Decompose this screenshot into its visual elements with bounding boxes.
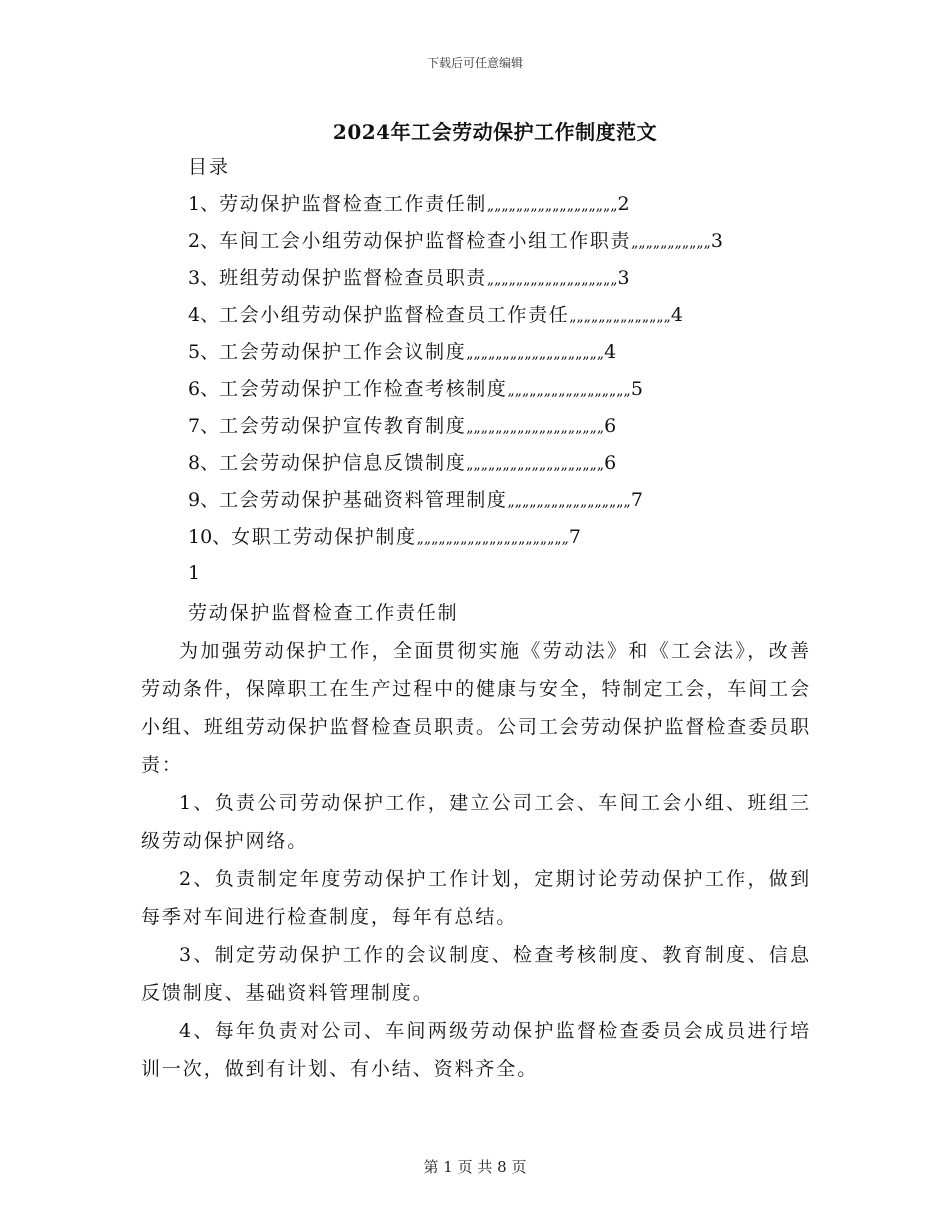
body-paragraph: 2、负责制定年度劳动保护工作计划，定期讨论劳动保护工作，做到每季对车间进行检查制度，每年有总结。 [141, 868, 811, 928]
toc-heading: 目录 [188, 156, 231, 178]
toc-item-text: 工会劳动保护基础资料管理制度 [219, 489, 508, 511]
toc-item-number: 1、 [188, 193, 220, 215]
toc-item-text: 女职工劳动保护制度 [231, 526, 417, 548]
toc-item-leader: „„„„„„„„„„„„„„„„„„ [486, 198, 618, 214]
body-paragraph: 4、每年负责对公司、车间两级劳动保护监督检查委员会成员进行培训一次，做到有计划、有小结、资料齐全。 [141, 1020, 811, 1080]
toc-item-number: 8、 [188, 452, 220, 474]
toc-item-text: 班组劳动保护监督检查员职责 [219, 267, 487, 289]
toc-item-number: 3、 [188, 267, 220, 289]
toc-item-leader: „„„„„„„„„„„ [631, 235, 711, 251]
toc-item-leader: „„„„„„„„„„„„„„„„„ [507, 383, 631, 399]
toc-item-number: 5、 [188, 341, 220, 363]
toc-item-page: 7 [630, 489, 643, 511]
toc-item [188, 338, 723, 375]
toc-item [188, 523, 723, 560]
toc-item-page: 3 [617, 267, 630, 289]
toc-item [188, 190, 723, 227]
toc-item-text: 工会劳动保护工作会议制度 [219, 341, 467, 363]
toc-item-page: 4 [670, 304, 683, 326]
toc-item-text: 工会劳动保护信息反馈制度 [219, 452, 467, 474]
toc-item-leader: „„„„„„„„„„„„„„„„„„„ [466, 457, 605, 473]
toc-item [188, 412, 723, 449]
toc-item [188, 486, 723, 523]
toc-item-page: 4 [604, 341, 617, 363]
section-number: 1 [188, 562, 201, 584]
toc-item-text: 车间工会小组劳动保护监督检查小组工作职责 [219, 230, 632, 252]
toc-item-text: 工会劳动保护宣传教育制度 [219, 415, 467, 437]
toc-item-number: 10、 [188, 526, 232, 548]
toc-item-number: 6、 [188, 378, 220, 400]
toc-item-leader: „„„„„„„„„„„„„„ [569, 309, 671, 325]
body-paragraph: 为加强劳动保护工作，全面贯彻实施《劳动法》和《工会法》，改善劳动条件，保障职工在生产过程中的健康与安全，特制定工会，车间工会小组、班组劳动保护监督检查员职责。公司工会劳动保护监督检查委员职责： [141, 640, 811, 776]
section-body [141, 632, 811, 1088]
toc-item-leader: „„„„„„„„„„„„„„„„„„„ [466, 420, 605, 436]
body-paragraph: 3、制定劳动保护工作的会议制度、检查考核制度、教育制度、信息反馈制度、基础资料管理制度。 [141, 944, 811, 1004]
body-paragraph: 1、负责公司劳动保护工作，建立公司工会、车间工会小组、班组三级劳动保护网络。 [141, 792, 811, 852]
toc-item-text: 工会劳动保护工作检查考核制度 [219, 378, 508, 400]
toc-item-page: 7 [568, 526, 581, 548]
toc-item [188, 375, 723, 412]
toc-item-number: 7、 [188, 415, 220, 437]
header-note: 下载后可任意编辑 [426, 56, 523, 70]
toc-item-text: 劳动保护监督检查工作责任制 [219, 193, 487, 215]
section-heading: 劳动保护监督检查工作责任制 [188, 602, 459, 624]
toc-item-number: 4、 [188, 304, 220, 326]
toc-item [188, 301, 723, 338]
toc-item-page: 3 [710, 230, 723, 252]
table-of-contents [188, 190, 723, 560]
toc-item [188, 264, 723, 301]
toc-item-page: 2 [617, 193, 630, 215]
toc-item-leader: „„„„„„„„„„„„„„„„„ [507, 494, 631, 510]
toc-item-page: 6 [604, 452, 617, 474]
document-title: 2024年工会劳动保护工作制度范文 [332, 120, 658, 144]
toc-item-page: 5 [630, 378, 643, 400]
toc-item-number: 2、 [188, 230, 220, 252]
toc-item-number: 9、 [188, 489, 220, 511]
toc-item [188, 227, 723, 264]
toc-item-leader: „„„„„„„„„„„„„„„„„„„„„ [416, 531, 569, 547]
toc-item-leader: „„„„„„„„„„„„„„„„„„„ [466, 346, 605, 362]
page-footer: 第 1 页 共 8 页 [423, 1158, 527, 1176]
toc-item [188, 449, 723, 486]
toc-item-page: 6 [604, 415, 617, 437]
toc-item-leader: „„„„„„„„„„„„„„„„„„ [486, 272, 618, 288]
toc-item-text: 工会小组劳动保护监督检查员工作责任 [219, 304, 570, 326]
